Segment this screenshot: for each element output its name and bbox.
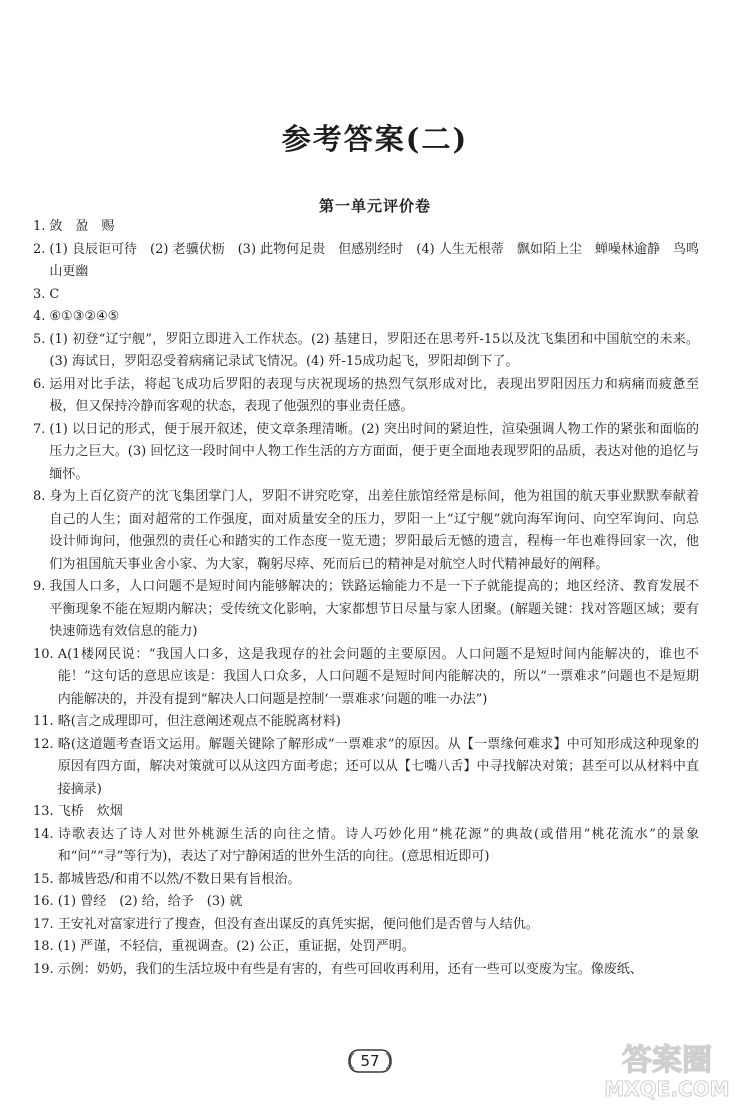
- answer-text: 都城皆恐/和甫不以然/不数日果有旨根治。: [57, 871, 301, 887]
- answer-number: 5.: [33, 331, 46, 347]
- answer-item: [33, 801, 699, 824]
- answer-number: 16.: [33, 894, 54, 909]
- answer-item: [33, 891, 699, 914]
- answer-text: 略(言之成理即可，但注意阐述观点不能脱离材料): [57, 714, 341, 729]
- answer-item: [33, 824, 699, 869]
- answer-number: 10.: [33, 646, 54, 662]
- answer-item: [33, 644, 699, 712]
- answer-number: 9.: [33, 579, 46, 594]
- answer-list: [33, 216, 699, 981]
- answer-item: [33, 914, 699, 937]
- answer-item: [33, 959, 699, 982]
- answer-number: 12.: [33, 736, 54, 752]
- answer-item: [33, 711, 699, 734]
- answer-site-logo-icon: [592, 1038, 742, 1104]
- answer-text: (1) 良辰讵可待 (2) 老骥伏枥 (3) 此物何足贵 但感别经时 (4) 人生无根蒂 飘如陌上尘 蝉噪林逾静 鸟鸣山更幽: [49, 241, 699, 279]
- answer-text: (1) 初登“辽宁舰”，罗阳立即进入工作状态。(2) 基建日，罗阳还在思考歼-15以及沈飞集团和中国航空的未来。(3) 海试日，罗阳忍受着病痛记录试飞情况。(4) 歼-15成功起飞，罗阳却倒下了。: [49, 331, 699, 369]
- answer-number: 1.: [33, 219, 46, 234]
- answer-item: [33, 734, 699, 802]
- answer-item: [33, 329, 699, 374]
- answer-text: 身为上百亿资产的沈飞集团掌门人，罗阳不讲究吃穿，出差住旅馆经常是标间，他为祖国的航天事业默默奉献着自己的人生；面对超常的工作强度，面对质量安全的压力，罗阳一上“辽宁舰”就向海军询问、向空军询问、向总设计师询问，他强烈的责任心和踏实的工作态度一览无遗；罗阳最后无憾的遗言，程梅一年也难得回家一次，他们为祖国航天事业舍小家、为大家，鞠躬尽瘁、死而后已的精神是对航空人时代精神最好的阐释。: [49, 489, 699, 572]
- watermark-line-1: 答案圈: [622, 1043, 712, 1078]
- answer-item: [33, 936, 699, 959]
- answer-item: [33, 486, 699, 576]
- answer-item: [33, 284, 699, 307]
- page-number: 57: [360, 1052, 380, 1070]
- answer-number: 6.: [33, 376, 46, 392]
- answer-item: [33, 239, 699, 284]
- page-number-badge: [347, 1046, 393, 1076]
- answer-text: 示例：奶奶，我们的生活垃圾中有些是有害的，有些可回收再利用，还有一些可以变废为宝。像废纸、: [57, 961, 643, 977]
- page-title: 参考答案(二): [281, 122, 469, 157]
- answer-number: 11.: [33, 714, 54, 729]
- answer-number: 17.: [33, 916, 54, 932]
- answer-number: 15.: [33, 871, 54, 887]
- answer-text: 略(这道题考查语文运用。解题关键除了解形成“一票难求”的原因。从【一票缘何难求】中可知形成这种现象的原因有四方面，解决对策就可以从这四方面考虑；还可以从【七嘴八舌】中寻找解决对策；甚至可以从材料中直接摘录): [57, 736, 699, 797]
- answer-text: C: [49, 286, 60, 302]
- answer-text: 运用对比手法，将起飞成功后罗阳的表现与庆祝现场的热烈气氛形成对比，表现出罗阳因压力和病痛而疲惫至极，但又保持冷静而客观的状态，表现了他强烈的事业责任感。: [49, 376, 699, 414]
- answer-item: [33, 216, 699, 239]
- answer-item: [33, 306, 699, 329]
- answer-text: 王安礼对富家进行了搜查，但没有查出谋反的真凭实据，便问他们是否曾与人结仇。: [57, 916, 539, 932]
- answer-number: 4.: [33, 309, 46, 324]
- answer-number: 14.: [33, 826, 54, 842]
- answer-number: 2.: [33, 241, 46, 257]
- answer-item: [33, 419, 699, 487]
- answer-text: (1) 以日记的形式，便于展开叙述，使文章条理清晰。(2) 突出时间的紧迫性，渲染强调人物工作的紧张和面临的压力之巨大。(3) 回忆这一段时间中人物工作生活的方方面面，便于更全面地表现罗阳的品质，表达对他的追忆与缅怀。: [49, 421, 699, 482]
- answer-text: A(1楼网民说：“我国人口多，这是我现存的社会问题的主要原因。人口问题不是短时间内能解决的，谁也不能！”这句话的意思应该是：我国人口众多，人口问题不是短时间内能解决的，所以“一票难求”问题也不是短期内能解决的，并没有提到“解决人口问题是控制‘一票难求’问题的唯一办法”): [57, 646, 699, 707]
- answer-item: [33, 374, 699, 419]
- answer-text: 我国人口多，人口问题不是短时间内能够解决的；铁路运输能力不是一下子就能提高的；地区经济、教育发展不平衡现象不能在短期内解决；受传统文化影响，大家都想节日尽量与家人团聚。(解题关键：找对答题区域；要有快速筛选有效信息的能力): [49, 579, 699, 639]
- answer-number: 7.: [33, 421, 46, 437]
- answer-text: 诗歌表达了诗人对世外桃源生活的向往之情。诗人巧妙化用“桃花源”的典故(或借用“桃花流水”的景象和“问”“寻”等行为)，表达了对宁静闲适的世外生活的向往。(意思相近即可): [57, 826, 699, 864]
- watermark-line-2: MXQE.COM: [604, 1077, 730, 1101]
- answer-text: (1) 曾经 (2) 给，给予 (3) 就: [57, 894, 243, 909]
- answer-text: 飞桥 炊烟: [57, 804, 123, 819]
- answer-number: 8.: [33, 489, 46, 504]
- answer-number: 13.: [33, 804, 54, 819]
- answer-number: 3.: [33, 286, 46, 302]
- answer-number: 18.: [33, 939, 54, 954]
- answer-item: [33, 869, 699, 892]
- section-title: 第一单元评价卷: [318, 197, 431, 216]
- answer-text: (1) 严谨，不轻信，重视调查。(2) 公正，重证据，处罚严明。: [57, 939, 415, 954]
- answer-number: 19.: [33, 961, 54, 977]
- answer-text: 敛 盈 赐: [49, 219, 115, 234]
- answer-item: [33, 576, 699, 644]
- answer-text: ⑥①③②④⑤: [49, 309, 120, 324]
